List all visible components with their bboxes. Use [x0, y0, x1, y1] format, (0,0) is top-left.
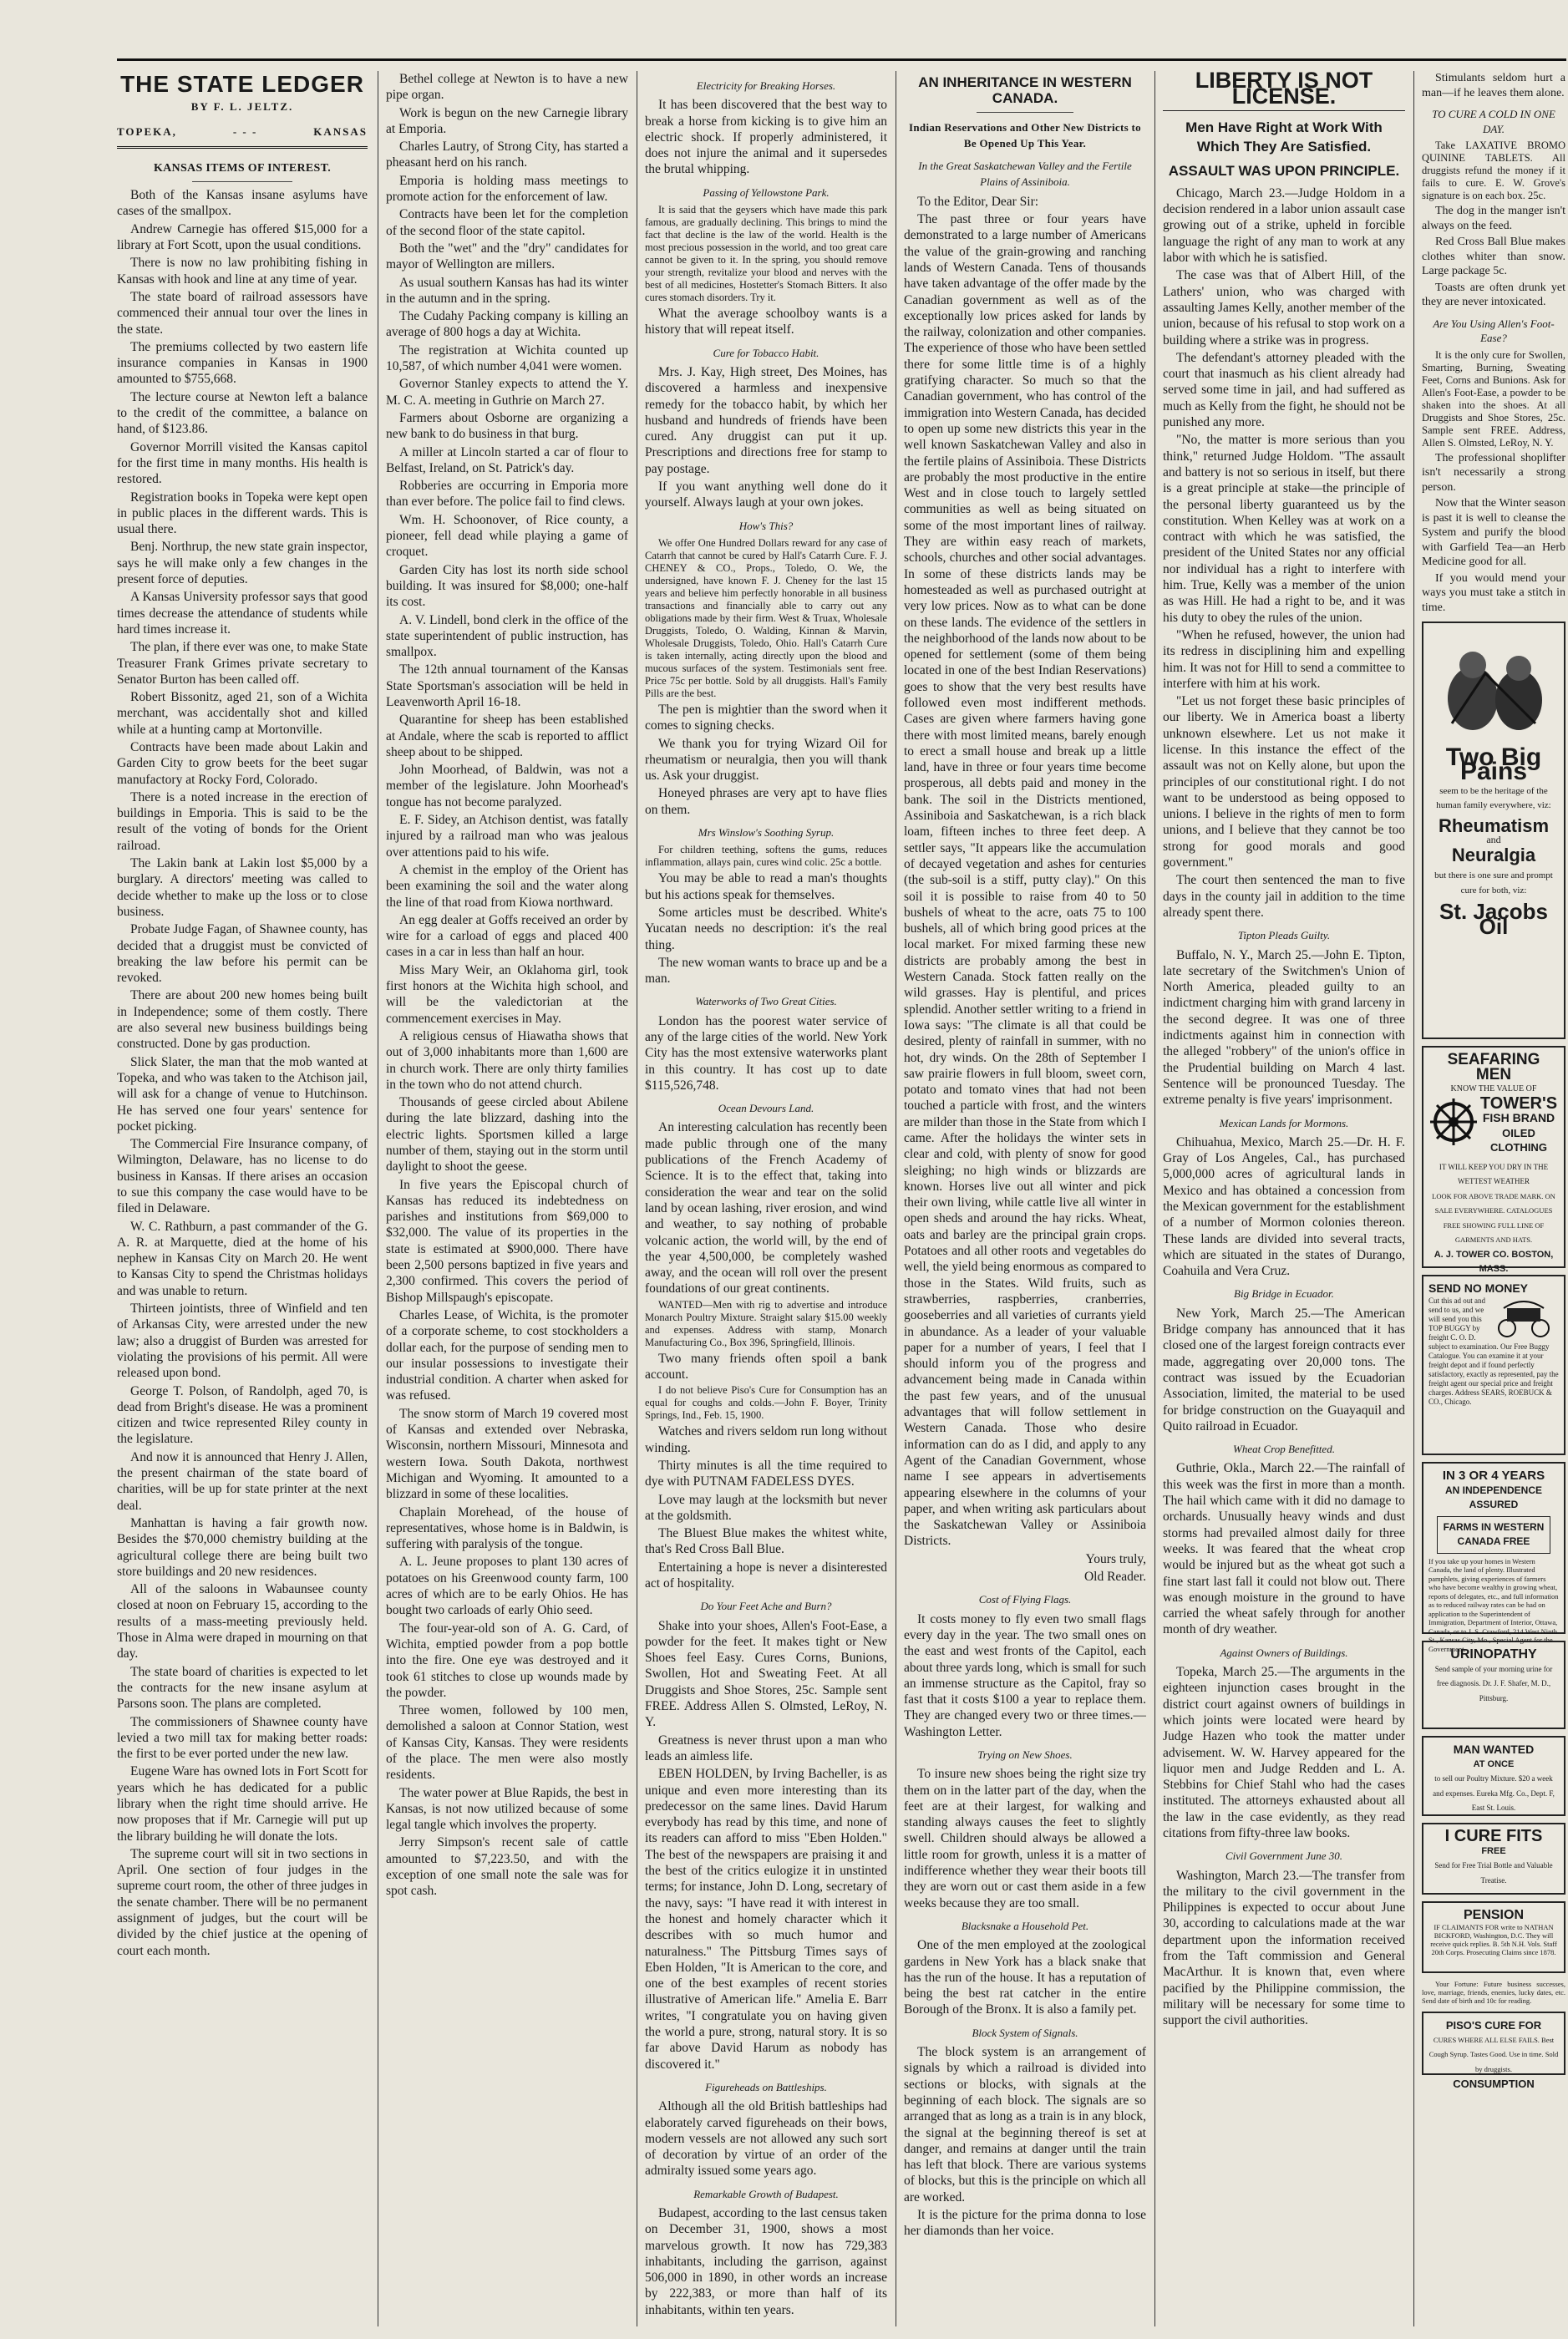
article-heading: Cost of Flying Flags. — [978, 1593, 1072, 1606]
news-item: Farmers about Osborne are organizing a new bank to do business in that burg. — [386, 410, 628, 442]
dateline-dots: - - - — [232, 124, 258, 138]
news-item: A. V. Lindell, bond clerk in the office of the state superintendent of public instruction, has smallpox. — [386, 612, 628, 660]
article-text: It is the picture for the prima donna to lose her diamonds than her voice. — [904, 2208, 1146, 2239]
towers-fish-brand-ad — [1422, 1046, 1565, 1274]
heading-divider — [977, 112, 1073, 113]
article-heading: Big Bridge in Ecuador. — [1234, 1287, 1334, 1301]
article-paragraph: The court then sentenced the man to five days in the county jail in addition to the time already spent there. — [1163, 873, 1405, 920]
news-item: The state board of charities is expected to let the contracts for the new insane asylum at Parsons soon. The plans are completed. — [117, 1664, 368, 1712]
ad-headline: SEND NO MONEY — [1428, 1281, 1529, 1295]
ad-headline: SEAFARING MEN — [1447, 1051, 1540, 1083]
dateline-city: TOPEKA, — [117, 124, 177, 138]
news-item: Emporia is holding mass meetings to promote action for the enforcement of law. — [386, 173, 628, 205]
article-paragraph: "No, the matter is more serious than you think," returned Judge Holdom. "The assault and battery is not so serious in itself, but there is a great principle at stake—the principle of the personal liberty guaranteed us by the constitution. When Kelley was at work on a contract with which he was satisfied, the president of the United States nor any official nor individual has a right to interfere with him. True, Kelly was a member of the union as was Hill. He had a right to be, and it was his duty to obey the rules of the union. — [1163, 433, 1405, 625]
news-item: Contracts have been let for the completion of the second floor of the state capitol. — [386, 207, 628, 238]
news-item: Robert Bissonitz, aged 21, son of a Wichita merchant, was accidentally shot and killed while at a hunting camp at Mortonville. — [117, 690, 368, 737]
news-item: The snow storm of March 19 covered most of Kansas and extended over Nebraska, Wisconsin, northern Missouri, Minnesota and western Iowa. South Dakota, northwest Michigan and Wyoming. It amounted to a blizzard in some of these localities. — [386, 1406, 628, 1502]
article-paragraph: The case was that of Albert Hill, of the Lathers' union, who was charged with assaulting James Kelly, another member of the union, because of his refusal to stop work on a building where a strike was in progress. — [1163, 268, 1405, 348]
news-item: A chemist in the employ of the Orient has been examining the soil and the water along the line of that road from Kiowa northward. — [386, 862, 628, 910]
news-item: E. F. Sidey, an Atchison dentist, was fatally injured by a railroad man who was jealous over attentions paid to his wife. — [386, 813, 628, 860]
ad-text: A. J. TOWER CO. BOSTON, MASS. — [1434, 1249, 1554, 1274]
newspaper-page — [117, 58, 1566, 2337]
news-item: And now it is announced that Henry J. Allen, the present chairman of the state board of charities, will be up for state printer at the next deal. — [117, 1449, 368, 1513]
ad-text: to sell our Poultry Mixture. $20 a week and expenses. Eureka Mfg. Co., Dept. F, East St. Louis. — [1433, 1774, 1555, 1812]
ad-text: If you take up your homes in Western Canada, the land of plenty. Illustrated pamphlets, giving experiences of farmers who have become wealthy in growing wheat, reports of delegates, etc., and full information as to reduced railway rates can be had on application to the Superintendent of Immigration, Department of Interior, Ottawa, Canada, or to J. S. Crawford, 214 West Ninth St., Kansas City, Mo., Special Agent for the Government. — [1428, 1556, 1559, 1653]
article-text: Take LAXATIVE BROMO QUININE TABLETS. All druggists refund the money if it fails to cure. E. W. Grove's signature is on each box. 25c. — [1422, 140, 1565, 201]
news-item: Andrew Carnegie has offered $15,000 for a library at Fort Scott, upon the usual conditions. — [117, 221, 368, 253]
news-item: A Kansas University professor says that good times decrease the attendance of students while hard times increase it. — [117, 590, 368, 637]
news-item: George T. Polson, of Randolph, aged 70, is dead from Bright's disease. He was a prominent citizen and twice represented Riley county in the legislature. — [117, 1383, 368, 1447]
news-item: As usual southern Kansas has had its winter in the autumn and in the spring. — [386, 275, 628, 306]
article-text: New York, March 25.—The American Bridge company has announced that it has closed one of the largest foreign contracts ever made, aggregating over 20,000 tons. The contract was issued by the Ecuadorian Association, limited, the material to be used for bridge construction on the Guayaquil and Quito railroad in Ecuador. — [1163, 1306, 1405, 1433]
news-item: A miller at Lincoln started a car of flour to Belfast, Ireland, on St. Patrick's day. — [386, 444, 628, 475]
news-item: Probate Judge Fagan, of Shawnee county, has decided that a druggist must be convicted of breaking the law before his permit can be revoked. — [117, 922, 368, 986]
ad-text: CONSUMPTION — [1453, 2078, 1535, 2090]
pisos-cure-ad — [1422, 2012, 1565, 2090]
article-text: What the average schoolboy wants is a history that will repeat itself. — [645, 307, 887, 337]
article-heading: TO CURE A COLD IN ONE DAY. — [1432, 108, 1555, 135]
news-item: Both the "wet" and the "dry" candidates for mayor of Wellington are millers. — [386, 241, 628, 272]
st-jacobs-oil-ad — [1422, 622, 1565, 1039]
ad-headline: MAN WANTED — [1453, 1743, 1535, 1756]
letter-paragraph: The past three or four years have demonstrated to a large number of Americans the value of the grain-growing and ranching lands of Western Canada. Tens of thousands have taken advantage of the offer made by the Canadian government as well as of the exceptionally low prices asked for lands by the railway, colonization and other companies. The experience of those who have been settled there for some little time is of a highly gratifying character. So much so that the Canadian government, who has control of the immigration into Western Canada, has decided to open up some new districts this year in the well known Saskatchewan Valley and also in the fertile plains of Assiniboia. These Districts are probably the most productive in the entire West and in close touch to largely settled communities as well as being situated on some of the most important lines of railway. They are within easy reach of markets, schools, churches and other social advantages. In some of these districts lands may be homesteaded as well as purchased outright at very low prices. Now as to what can be done on these lands. The evidence of the settlers in the neighborhood of the lands now about to be opened for settlement (some of them being located in one of the best Indian Reservations) goes to show that the very best results have followed even most indifferent methods. Cases are given where farmers having gone there with most limited means, barely enough to erect a small house and break up a little land, have in three or four years time become prosperous, all debts paid and money in the bank. The soil in the Districts mentioned, Assiniboia and Saskatchewan, is a rich black loam, fifteen inches to three feet deep. A settler says, "It appears like the accumulation of decayed vegetation and ashes for centuries (the sub-soil is a stiff, putty clay)." On this soil it is possible to raise from 40 to 50 bushels of wheat to the acre, oats 75 to 100 bushels, all of which bring good prices at the local market. For mixed farming these new districts are probably among the best in Western Canada. Stock fatten really on the wild grasses. Hay is plentiful, and prices splendid. Another settler writing to a friend in Iowa says: "The climate is all that could be desired, plenty of rainfall in summer, with no hot, dry winds. On the 28th of September I saw prairie flowers in full bloom, sweet corn, potato and tomato vines that had not been touched a particle with frost, and the winters are milder than those in the State from which I came. After the holidays the winter sets in clear and cold, with plenty of snow for good sleighing; no high winds or blizzards are known. Horses live out all winter and pick their own living, while cattle live all winter in open sheds and around the hay ricks. Wheat, oats and barley are the principal grain crops. Potatoes and all other roots and vegetables do well, the yield being enormous as compared to those in the States. Wild fruits, such as strawberries, raspberries, cranberries, gooseberries and all varieties of currants yield in abundance. As a leader of your valuable paper for a number of years, I feel that I should inform you of the progress and advancement being made in Canada within the past few years, and of the unusual advantages that will follow settlement in Western Canada. Those who desire information can do as I did, and apply to any Agent of the Canadian Government, whose name I see appears in advertisements appearing elsewhere in the columns of your paper, and when writing ask particulars about the Saskatchewan Valley or Assiniboia Districts. — [904, 212, 1146, 1549]
canada-headline: AN INHERITANCE IN WESTERN CANADA. — [918, 74, 1132, 107]
article-heading: Waterworks of Two Great Cities. — [695, 995, 837, 1008]
news-item: An egg dealer at Goffs received an order by wire for a carload of eggs and placed 400 cases in a car in less than half an hour. — [386, 912, 628, 960]
column-2 — [386, 71, 628, 2335]
news-item: Thousands of geese circled about Abilene during the late blizzard, dashing into the electric lights. Sportsmen killed a large number of them, staying out in the storm until daylight to shoot the geese. — [386, 1095, 628, 1175]
column-3 — [645, 71, 887, 2335]
news-item: Charles Lease, of Wichita, is the promoter of a corporate scheme, to cost stockholders a dollar each, for the purpose of sending men to our insular possessions to investigate their industrial condition. A charter when asked for was refused. — [386, 1307, 628, 1403]
article-text: Although all the old British battleships had elaborately carved figureheads on their bows, modern vessels are not allowed any such sort of decoration by virtue of an order of the admiralty issued some years ago. — [645, 2099, 887, 2179]
news-item: Benj. Northrup, the new state grain inspector, says he will make only a few changes in the present force of deputies. — [117, 540, 368, 587]
article-text: You may be able to read a man's thoughts but his actions speak for themselves. — [645, 871, 887, 902]
urinopathy-ad — [1422, 1641, 1565, 1729]
news-item: The supreme court will sit in two sections in April. One section of four judges in the supreme court room, the other of three judges in the senate chamber. There will be no permanent assignment of judges, but the court will be divided by the chief justice at the opening of court each month. — [117, 1846, 368, 1958]
kansas-items-list — [117, 187, 368, 1959]
news-item: The Lakin bank at Lakin lost $5,000 by a burglary. A directors' meeting was called to decide whether to make up the loss or to close business. — [117, 856, 368, 919]
ad-text: and — [1486, 834, 1501, 845]
ad-text: FARMS IN WESTERN CANADA FREE — [1437, 1516, 1550, 1554]
article-text: Two many friends often spoil a bank account. — [645, 1351, 887, 1383]
article-text: It costs money to fly even two small flags every day in the year. The two small ones on the east and west fronts of the Capitol, each about three yards long, which is small for such an immense structure as the Capitol, fray so fast that it costs $100 a year to replace them. They are changed every two or three times.—Washington Letter. — [904, 1611, 1146, 1739]
article-heading: Passing of Yellowstone Park. — [703, 185, 830, 199]
news-item: Miss Mary Weir, an Oklahoma girl, took first honors at the Wichita high school, and will be the valedictorian at the commencement exercises in May. — [386, 962, 628, 1026]
column-rule-4 — [1154, 71, 1155, 2326]
news-item: The water power at Blue Rapids, the best in Kansas, is not now utilized because of some legal tangle which involves the property. — [386, 1785, 628, 1833]
ad-text: Neuralgia — [1451, 844, 1536, 865]
article-heading: Ocean Devours Land. — [718, 1102, 814, 1115]
article-text: Chihuahua, Mexico, March 25.—Dr. H. F. Gray of Los Angeles, Cal., has purchased 5,000,000 acres of agricultural lands in Mexico and has obtained a concession from the Mexican government for the establishment of a number of Mormon colonies thereon. These lands are divided into several tracts, which are situated in the states of Durango, Coahuila and Vera Cruz. — [1163, 1134, 1405, 1279]
news-item: All of the saloons in Wabaunsee county closed at noon on February 15, according to the results of a mass-meeting previously held. Those in Alma were draped in mourning on that day. — [117, 1582, 368, 1662]
article-text: Some articles must be described. White's Yucatan needs no description: it's the real thing. — [645, 905, 887, 952]
article-text: London has the poorest water service of any of the large cities of the world. New York City has the most extensive waterworks plant in this country. It has cost up to date $115,526,748. — [645, 1013, 887, 1093]
news-item: Three women, followed by 100 men, demolished a saloon at Connor Station, west of Kansas City, Kansas. They were residents of the place. The men were also mostly residents. — [386, 1703, 628, 1783]
letter-sign-off: Yours truly, — [1085, 1551, 1146, 1566]
ad-text: Rheumatism — [1438, 814, 1550, 836]
filler-text: Now that the Winter season is past it is well to cleanse the System and purify the blood with Garfield Tea—an Herb Medicine good for all. — [1422, 497, 1565, 568]
ad-text: IF CLAIMANTS FOR write to NATHAN BICKFORD, Washington, D.C. They will receive quick replies. B. 5th N.H. Vols. Staff 20th Corps. Prosecuting Claims since 1878. — [1430, 1922, 1557, 1956]
news-item: Contracts have been made about Lakin and Garden City to grow beets for the beet sugar manufactory at Rocky Ford, Colorado. — [117, 739, 368, 787]
ad-text: AT ONCE — [1473, 1758, 1515, 1769]
article-text: Buffalo, N. Y., March 25.—John E. Tipton, late secretary of the Switchmen's Union of North America, pleaded guilty to an indictment charging him with grand larceny in the second degree. It was one of three indictments against him in connection with the alleged "robbery" of the union's office in the Prudential building on March 4 last. Sentence will be pronounced Tuesday. The extreme penalty is five years' imprisonment. — [1163, 947, 1405, 1108]
masthead-byline: BY F. L. JELTZ. — [190, 100, 294, 114]
ad-text: Send sample of your morning urine for free diagnosis. Dr. J. F. Shafer, M. D., Pittsburg. — [1434, 1664, 1553, 1702]
column-6 — [1422, 71, 1565, 2335]
liberty-subhead: Men Have Right at Work With Which They Are Satisfied. — [1185, 119, 1383, 155]
article-text: It is the only cure for Swollen, Smarting, Burning, Sweating Feet, Corns and Bunions. Ask for Allen's Foot-Ease, a powder to be shaken into the shoes. At all Druggists and Shoe Stores, 25c. Sample sent FREE. Address, Allen S. Olmsted, LeRoy, N. Y. — [1422, 348, 1565, 449]
article-text: The new woman wants to brace up and be a man. — [645, 955, 887, 987]
letter-salutation: To the Editor, Dear Sir: — [917, 194, 1039, 209]
article-text: To insure new shoes being the right size try them on in the latter part of the day, when the feet are at their largest, for walking and standing always causes the feet to slightly swell. Children should always be allowed a little room for growth, unless it is a matter of indifference whether they wear their boots till they are worn out or cast them aside in a few weeks because they are too small. — [904, 1767, 1146, 1910]
filler-text: Red Cross Ball Blue makes clothes whiter than snow. Large package 5c. — [1422, 236, 1565, 277]
kansas-items-heading: KANSAS ITEMS OF INTEREST. — [153, 161, 332, 175]
news-item: Thirteen jointists, three of Winfield and ten of Arkansas City, were arrested under the new law; also a druggist of Burden was arrested for violating the provisions of his permit. All were released upon bond. — [117, 1301, 368, 1381]
ad-text: IT WILL KEEP YOU DRY IN THE WETTEST WEATHER — [1439, 1162, 1549, 1185]
rheumatism-figures-illustration — [1435, 640, 1552, 740]
article-text: Guthrie, Okla., March 22.—The rainfall of this week was the first in more than a month. The hail which came with it did no damage to orchards. Unusually heavy winds and dust storms had prevailed almost daily for three weeks. It was feared that the wheat crop would be injured but as the wheat got such a fine start last fall it could not blow out. There was enough moisture in the ground to have carried the wheat safely through for another month of dry weather. — [1163, 1461, 1405, 1637]
article-text: The Bluest Blue makes the whitest white, that's Red Cross Ball Blue. — [645, 1526, 887, 1557]
news-item: Chaplain Morehead, of the house of representatives, whose home is in Baldwin, is suffering with paralysis of the tongue. — [386, 1504, 628, 1552]
article-paragraph: "When he refused, however, the union had its redress in disciplining him and expelling him. It was not for Hill to send a committee to interfere with him at his work. — [1163, 627, 1405, 691]
column-4 — [904, 71, 1146, 2335]
news-item: There is now no law prohibiting fishing in Kansas with hook and line at any time of year. — [117, 256, 368, 287]
ad-headline: PENSION — [1463, 1908, 1524, 1922]
news-item: The lecture course at Newton left a balance to the credit of the committee, a balance on hand, of $123.86. — [117, 389, 368, 437]
ad-text: AN INDEPENDENCE ASSURED — [1444, 1484, 1542, 1510]
article-text: Thirty minutes is all the time required to dye with PUTNAM FADELESS DYES. — [645, 1458, 887, 1489]
ad-headline: I CURE FITS — [1444, 1827, 1543, 1845]
fortune-ad-text: Your Fortune: Future business successes, love, marriage, friends, enemies, lucky dates, etc. Send date of birth and 10c for reading. — [1422, 1980, 1565, 2005]
article-text: If you want anything well done do it yourself. Always laugh at your own jokes. — [645, 479, 887, 510]
article-heading: Figureheads on Battleships. — [705, 2080, 827, 2093]
news-item: Governor Morrill visited the Kansas capitol for the first time in many months. His health is restored. — [117, 439, 368, 487]
article-heading: Electricity for Breaking Horses. — [696, 79, 836, 92]
article-text: It has been discovered that the best way to break a horse from kicking is to give him an electric shock. If properly administered, it does not injure the animal and it supersedes the brutal whipping. — [645, 98, 887, 177]
column-rule-5 — [1413, 71, 1414, 2326]
news-item: W. C. Rathburn, a past commander of the G. A. R. at Marquette, died at the home of his nephew in Kansas City on March 20. He went to Kansas City to spend the Christmas holidays and was unable to return. — [117, 1219, 368, 1298]
cure-fits-ad — [1422, 1823, 1565, 1895]
news-item: A religious census of Hiawatha shows that out of 3,000 inhabitants more than 1,600 are in church work. There are only thirty families in the town who do not attend church. — [386, 1028, 628, 1092]
news-item: Eugene Ware has owned lots in Fort Scott for years which he has dedicated for a public library when the right time should arrive. He now proposes that if Mr. Carnegie will put up the library building he will donate the lots. — [117, 1764, 368, 1844]
canada-subhead: Indian Reservations and Other New Districts to Be Opened Up This Year. — [909, 120, 1141, 150]
ad-text: FISH BRAND — [1482, 1111, 1555, 1124]
ad-text: Send for Free Trial Bottle and Valuable Treatise. — [1434, 1861, 1553, 1885]
article-paragraph: "Let us not forget these basic principles of our liberty. We in America boast a liberty unknown elsewhere. Let us not make it license. In this instance the effect of the assault was not on Kelly alone, but upon the principles of our constitutional right. I do not want to be understood as being opposed to unions. I believe in the rights of men to form unions, and I believe that they cannot be too strong for good morals and good government." — [1163, 694, 1405, 870]
article-heading: How's This? — [738, 519, 794, 532]
news-item: The four-year-old son of A. G. Card, of Wichita, emptied powder from a pop bottle into the fire. One eye was destroyed and it took 61 stitches to close up wounds made by the powder. — [386, 1621, 628, 1700]
article-text: Love may laugh at the locksmith but never at the goldsmith. — [645, 1492, 887, 1523]
news-item: Work is begun on the new Carnegie library at Emporia. — [386, 105, 628, 136]
filler-text: If you would mend your ways you must take a stitch in time. — [1422, 571, 1565, 614]
article-heading: Civil Government June 30. — [1225, 1849, 1343, 1863]
news-item: Garden City has lost its north side school building. It was insured for $8,000; one-half its cost. — [386, 562, 628, 610]
news-item: There are about 200 new homes being built in Independence; some of them costly. There are also several new business buildings being constructed. Done by gas production. — [117, 988, 368, 1052]
ad-headline: IN 3 OR 4 YEARS — [1442, 1469, 1545, 1483]
pension-ad — [1422, 1901, 1565, 1973]
man-wanted-ad — [1422, 1736, 1565, 1816]
news-item: Charles Lautry, of Strong City, has started a pheasant herd on his ranch. — [386, 140, 628, 170]
article-text: Mrs. J. Kay, High street, Des Moines, has discovered a harmless and inexpensive remedy for the tobacco habit, by which her husband and hundreds of friends have been cured. Any druggist can put it up. Prescriptions and directions free for stamp to pay postage. — [645, 364, 887, 476]
article-text: The block system is an arrangement of signals by which a railroad is divided into sections or blocks, with signals at the beginning of each block. The signals are so arranged that as long as a train is in any block, the signal at the beginning thereof is set at danger, and remains at danger until the train has left that block. There are various systems of blocks, but this is the principle on which all are worked. — [904, 2045, 1146, 2205]
canada-letter-body — [904, 211, 1146, 1550]
article-text: One of the men employed at the zoological gardens in New York has a black snake that has the run of the house. It has a reputation of being the best rat catcher in the entire Borough of the Bronx. It is also a family pet. — [904, 1938, 1146, 2017]
article-heading: Trying on New Shoes. — [977, 1748, 1073, 1761]
news-item: Registration books in Topeka were kept open in public places in the different wards. This is usual there. — [117, 490, 368, 537]
news-item: Manhattan is having a fair growth now. Besides the $70,000 chemistry building at the agricultural college there are being built two store buildings and 20 new residences. — [117, 1515, 368, 1579]
article-heading: Remarkable Growth of Budapest. — [693, 2187, 839, 2200]
news-item: A. L. Jeune proposes to plant 130 acres of potatoes on his Greenwood county farm, 100 acres of which are to be early Ohios. He has bought two carloads of early Ohio seed. — [386, 1555, 628, 1618]
article-heading: Tipton Pleads Guilty. — [1237, 929, 1331, 942]
article-text: For children teething, softens the gums, reduces inflammation, allays pain, cures wind colic. 25c a bottle. — [645, 844, 887, 869]
article-text: We thank you for trying Wizard Oil for rheumatism or neuralgia, then you will thank us. Ask your druggist. — [645, 736, 887, 784]
news-item: The 12th annual tournament of the Kansas State Sportsman's association will be held in Leavenworth April 16-18. — [386, 662, 628, 709]
news-item: The commissioners of Shawnee county have levied a two mill tax for making better roads: the first to be ever ported under the new law. — [117, 1714, 368, 1762]
western-canada-ad — [1422, 1462, 1565, 1653]
article-text: WANTED—Men with rig to advertise and introduce Monarch Poultry Mixture. Straight salary $15.00 weekly and expenses. Address with stamp, Monarch Manufacturing Co., Box 396, Springfield, Illinois. — [645, 1298, 887, 1348]
masthead-dateline — [117, 122, 368, 149]
article-text: Honeyed phrases are very apt to have flies on them. — [645, 786, 887, 817]
masthead-title: THE STATE LEDGER — [120, 71, 364, 97]
kansas-items-list-2 — [386, 71, 628, 1900]
liberty-subhead-2: ASSAULT WAS UPON PRINCIPLE. — [1168, 162, 1400, 179]
ad-text: LOOK FOR ABOVE TRADE MARK. ON SALE EVERYWHERE. CATALOGUES FREE SHOWING FULL LINE OF GARMENTS AND HATS. — [1432, 1191, 1555, 1244]
news-item: Slick Slater, the man that the mob wanted at Topeka, and who was taken to the Atchison jail, will ask for a change of venue to Hutchinson. He has served one four years' sentence for pocket picking. — [117, 1054, 368, 1134]
article-text: EBEN HOLDEN, by Irving Bacheller, is as unique and even more interesting than its predecessor on the same lines. David Harum everybody has read by this time, and none of its readers can afford to miss "Eben Holden." The best of the newspapers are praising it and the best of the critics eulogize it in unstinted terms; for instance, John D. Long, secretary of the navy, says: "I have read it with interest in the honest and homely character which it describes with so much humor and naturalness." The Pittsburg Times says of Eben Holden, "It is American to the core, and one of the best examples of recent stories illustrative of American life." Amelia E. Barr writes, "I congratulate you on having given the world a pure, strong, natural story. It is so far above David Harum as nobody has discovered it." — [645, 1767, 887, 2072]
news-item: Governor Stanley expects to attend the Y. M. C. A. meeting in Guthrie on March 27. — [386, 377, 628, 408]
news-item: The state board of railroad assessors have commenced their annual tour over the lines in the state. — [117, 289, 368, 337]
news-item: Both of the Kansas insane asylums have cases of the smallpox. — [117, 188, 368, 219]
article-text: An interesting calculation has recently been made public through one of the many publications of the French Academy of Science. It is to the effect that, taking into consideration the wear and tear on the solid land by ocean lashing, river erosion, and wind and weather, to say nothing of probable volcanic action, the world will, by the end of the year 4,500,000, be completely washed away, and the ocean will roll over the present foundations of our great continents. — [645, 1120, 887, 1296]
article-heading: Mrs Winslow's Soothing Syrup. — [698, 826, 835, 840]
ad-text: KNOW THE VALUE OF — [1450, 1084, 1537, 1093]
article-heading: Cure for Tobacco Habit. — [713, 346, 820, 359]
article-paragraph: Chicago, March 23.—Judge Holdom in a decision rendered in a labor union assault case growing out of a strike, upheld in forcible language the right of any man to work at any labor with which he is satisfied. — [1163, 185, 1405, 266]
article-heading: Wheat Crop Benefitted. — [1233, 1443, 1335, 1456]
filler-text: The dog in the manger isn't always on the feed. — [1422, 205, 1565, 232]
ad-text: OILED CLOTHING — [1490, 1126, 1547, 1154]
article-heading: Blacksnake a Household Pet. — [961, 1919, 1089, 1932]
filler-text: Toasts are often drunk yet they are never intoxicated. — [1422, 281, 1565, 308]
column-5 — [1163, 71, 1405, 2335]
news-item: Wm. H. Schoonover, of Rice county, a pioneer, fell dead while playing a game of croquet. — [386, 512, 628, 560]
news-item: There is a noted increase in the erection of buildings in Emporia. This is said to be the result of the voting of bonds for the Orient railroad. — [117, 789, 368, 853]
ad-headline: URINOPATHY — [1450, 1647, 1537, 1662]
article-text: It is said that the geysers which have made this park famous, are gradually declining. This brings to mind the fact that decline is the law of the world. Health is the most precious possession in the world, and too great care cannot be given to it. In the spring, you should remove your strength, revitalize your blood and nerves with the best of all medicines, Hostetter's Stomach Bitters. It also cures stomach disorders. Try it. — [645, 204, 887, 304]
article-text: Greatness is never thrust upon a man who leads an aimless life. — [645, 1733, 887, 1763]
article-heading: Do Your Feet Ache and Burn? — [700, 1600, 832, 1613]
news-item: The premiums collected by two eastern life insurance companies in Kansas in 1900 amounted to $755,668. — [117, 339, 368, 387]
liberty-headline: LIBERTY IS NOT LICENSE. — [1163, 73, 1405, 111]
column-1 — [117, 71, 368, 2335]
article-paragraph: The defendant's attorney pleaded with the court that inasmuch as his client already had served some time in jail, and had suffered as much as Kelly from the fight, he should not be punished any more. — [1163, 350, 1405, 430]
ship-wheel-icon — [1428, 1097, 1479, 1147]
article-text: Budapest, according to the last census taken on December 31, 1900, shows a most marvelous growth. It now has 729,383 inhabitants, including the garrison, against 506,000 in 1890, in other words an increase by 222,383, or more than half of its inhabitants, within ten years. — [645, 2205, 887, 2317]
ad-headline: PISO'S CURE FOR — [1445, 2019, 1542, 2032]
dateline-state: KANSAS — [313, 124, 368, 138]
news-item: The Commercial Fire Insurance company, of Wilmington, Delaware, has no license to do business in Kansas. If there arises an occasion to sue this company the case would have to be filed in Delaware. — [117, 1137, 368, 1216]
news-item: The Cudahy Packing company is killing an average of 800 hogs a day at Wichita. — [386, 309, 628, 340]
ad-product-name: St. Jacobs Oil — [1439, 899, 1549, 939]
heading-divider — [192, 181, 292, 182]
letter-signature: Old Reader. — [1083, 1570, 1146, 1585]
article-text: Watches and rivers seldom run long without winding. — [645, 1424, 887, 1455]
article-heading: Against Owners of Buildings. — [1220, 1646, 1348, 1659]
ad-headline: Two Big Pains — [1445, 743, 1542, 785]
news-item: The registration at Wichita counted up 10,587, of which number 4,041 were women. — [386, 342, 628, 374]
article-text: The pen is mightier than the sword when it comes to signing checks. — [645, 702, 887, 733]
ad-text: FREE — [1481, 1845, 1506, 1856]
ad-text: seem to be the heritage of the human family everywhere, viz: — [1436, 785, 1551, 810]
filler-text: Stimulants seldom hurt a man—if he leaves them alone. — [1422, 72, 1565, 99]
buggy-icon — [1492, 1296, 1559, 1338]
article-heading: Are You Using Allen's Foot-Ease? — [1433, 317, 1555, 344]
ad-text: Cut this ad out and send to us, and we will send you this TOP BUGGY by freight C. O. D. subject to examination. Our Free Buggy Catalogue. You can examine it at your freight depot and if found perfectly satisfactory, exactly as represented, pay the freight agent our special price and freight charges. Address SEARS, ROEBUCK & CO., Chicago. — [1428, 1296, 1559, 1406]
buggy-ad — [1422, 1275, 1565, 1455]
article-text: I do not believe Piso's Cure for Consumption has an equal for coughs and colds.—John F. Boyer, Trinity Springs, Ind., Feb. 15, 1900. — [645, 1384, 887, 1422]
news-item: John Moorhead, of Baldwin, was not a member of the legislature. John Moorhead's tongue has not become paralyzed. — [386, 763, 628, 809]
article-text: Entertaining a hope is never a disinterested act of hospitality. — [645, 1560, 887, 1591]
article-heading: Mexican Lands for Mormons. — [1219, 1116, 1349, 1129]
ad-text: CURES WHERE ALL ELSE FAILS. Best Cough Syrup. Tastes Good. Use in time. Sold by druggists. — [1428, 2035, 1559, 2073]
liberty-article-body — [1163, 185, 1405, 921]
canada-subhead-2: In the Great Saskatchewan Valley and the Fertile Plains of Assiniboia. — [918, 160, 1132, 189]
article-text: Washington, March 23.—The transfer from the military to the civil government in the Philippines is expected to occur about June 30, according to calculations made at the war department upon the information received from the Taft commission and General MacArthur. It is known that, even where pacified by the Philippine commission, the military will be necessary for some time to support the civil authorities. — [1163, 1868, 1405, 2028]
article-heading: Block System of Signals. — [972, 2026, 1078, 2039]
news-item: Robberies are occurring in Emporia more than ever before. The police fail to find clews. — [386, 479, 628, 510]
news-item: In five years the Episcopal church of Kansas has reduced its indebtedness on parishes and institutions from $69,000 to $32,000. The value of its properties in the state is estimated at $900,000. There have been 2,500 persons baptized in five years and 2,300 confirmed. This covers the period of Bishop Millspaugh's episcopate. — [386, 1177, 628, 1305]
article-text: Shake into your shoes, Allen's Foot-Ease, a powder for the feet. It makes tight or New Shoes feel Easy. Cures Corns, Bunions, Swollen, Hot and Sweating Feet. At all Druggists and Shoe Stores, 25c. Sample sent FREE. Address Allen S. Olmsted, LeRoy, N. Y. — [645, 1618, 887, 1730]
filler-text: The professional shoplifter isn't necessarily a strong person. — [1422, 451, 1565, 494]
news-item: Quarantine for sheep has been established at Andale, where the scab is reported to afflict sheep about to be shipped. — [386, 713, 628, 759]
ad-text: but there is one sure and prompt cure for both, viz: — [1434, 870, 1553, 896]
news-item: Bethel college at Newton is to have a new pipe organ. — [386, 72, 628, 103]
ad-brand: TOWER'S — [1479, 1093, 1558, 1113]
news-item: The plan, if there ever was one, to make State Treasurer Frank Grimes private secretary to Senator Burton has been called off. — [117, 640, 368, 687]
news-item: Jerry Simpson's recent sale of cattle amounted to $7,223.50, and with the exception of one small note the sale was for spot cash. — [386, 1835, 628, 1899]
article-text: We offer One Hundred Dollars reward for any case of Catarrh that cannot be cured by Hall's Catarrh Cure. F. J. CHENEY & CO., Props., Toledo, O. We, the undersigned, have known F. J. Cheney for the last 15 years and believe him perfectly honorable in all business transactions and financially able to carry out any obligations made by their firm. West & Truax, Wholesale Druggists, Toledo, O. Walding, Kinnan & Marvin, Wholesale Druggists, Toledo, Ohio. Hall's Catarrh Cure is taken internally, acting directly upon the blood and mucous surfaces of the system. Testimonials sent free. Price 75c per bottle. Sold by all druggists. Hall's Family Pills are the best. — [645, 536, 887, 699]
article-text: Topeka, March 25.—The arguments in the eighteen injunction cases brought in the district court against owners of buildings in which joints were located were heard by Judge Hazen who took the matter under advisement. W. W. Harvey appeared for the liquor men and Judge Redden and L. A. Stebbins for Chief Stahl who had the cases instituted. The attorneys exhausted about all the law in the case evidently, as they read citations from fifty-three law books. — [1163, 1665, 1405, 1840]
